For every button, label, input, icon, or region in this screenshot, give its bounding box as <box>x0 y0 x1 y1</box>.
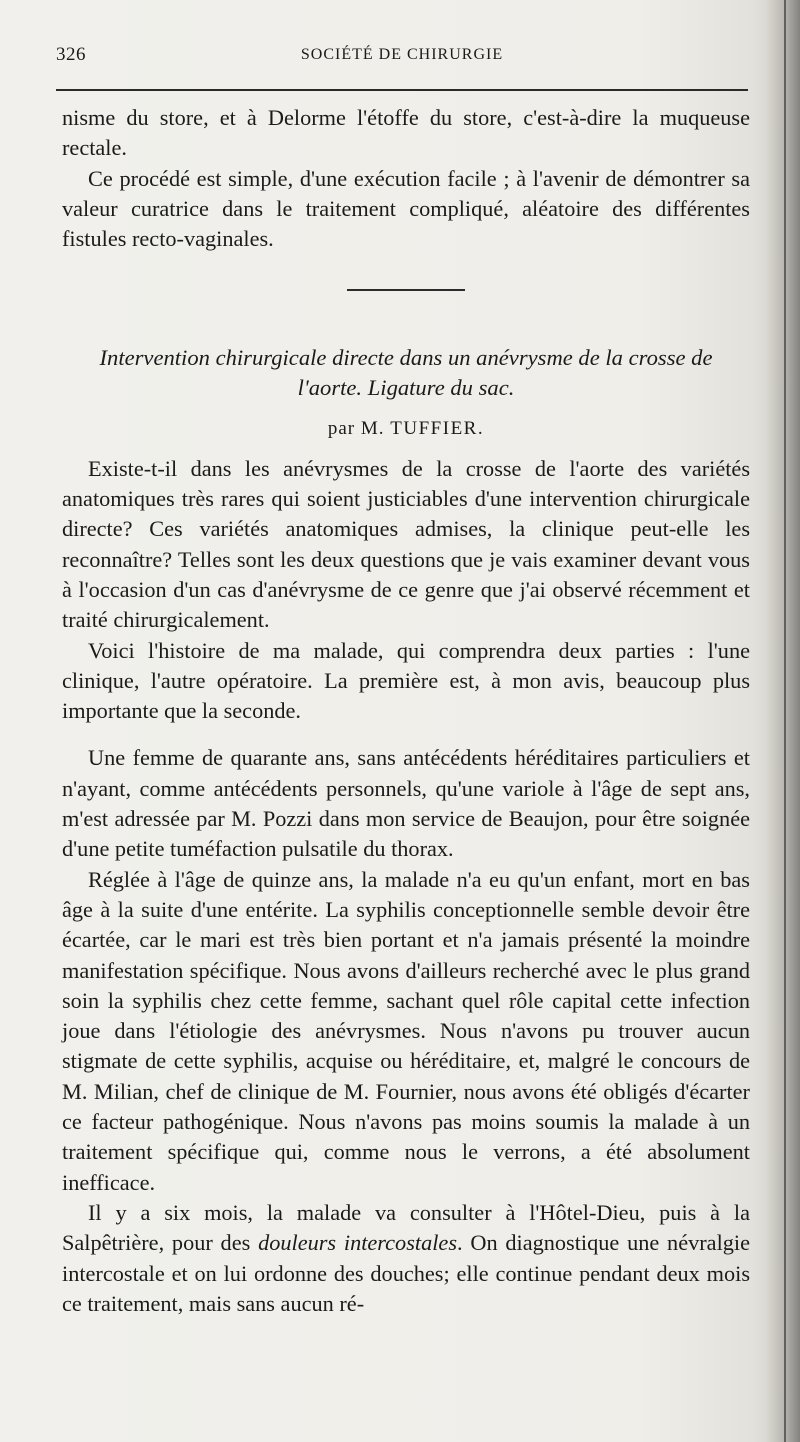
author-name: TUFFIER. <box>390 418 485 440</box>
consultation-italic: douleurs intercostales <box>258 1230 457 1256</box>
page-body <box>62 103 750 1319</box>
article-author <box>62 414 750 444</box>
paragraph-procedure: Ce procédé est simple, d'une exécution facile ; à l'avenir de démontrer sa valeur curatrice dans le traitement compliqué, aléatoire des différentes fistules recto-vaginales. <box>62 165 750 252</box>
paragraph-patient: Une femme de quarante ans, sans antécédents héréditaires particuliers et n'ayant, comme antécédents personnels, qu'une variole à l'âge de sept ans, m'est adressée par M. Pozzi dans mon service de Beaujon, pour être soignée d'une petite tuméfaction pulsatile du thorax. <box>62 745 750 862</box>
paragraph-continuation: nisme du store, et à Delorme l'étoffe du store, c'est-à-dire la muqueuse rectale. <box>62 105 750 161</box>
section-divider <box>347 289 465 291</box>
consultation-text-start: Il y a six mois, la malade va consulter à l'Hôtel-Dieu, puis à la Salpêtrière, pour des <box>62 1199 750 1256</box>
spine-shadow <box>766 0 800 1442</box>
paragraph-history-intro: Voici l'histoire de ma malade, qui comprendra deux parties : l'une clinique, l'autre opératoire. La première est, à mon avis, beaucoup plus importante que la seconde. <box>62 637 750 724</box>
paragraph-syphilis: Réglée à l'âge de quinze ans, la malade n'a eu qu'un enfant, mort en bas âge à la suite d'une entérite. La syphilis conceptionnelle semble devoir être écartée, car le mari est très bien portant et n'a jamais présenté la moindre manifestation spécifique. Nous avons d'ailleurs recherché avec le plus grand soin la syphilis chez cette femme, sachant quel rôle capital cette infection joue dans l'étiologie des anévrysmes. Nous n'avons pu trouver aucun stigmate de cette syphilis, acquise ou héréditaire, et, malgré le concours de M. Milian, chef de clinique de M. Fournier, nous avons été obligés d'écarter ce facteur pathogénique. Nous n'avons pas moins soumis la malade à un traitement spécifique qui, comme nous le verrons, a été absolument inefficace. <box>62 866 750 1195</box>
page-header <box>56 44 748 78</box>
author-prefix: par M. <box>327 418 385 440</box>
consultation-text-end: . On diagnostique une névralgie intercostale et on lui ordonne des douches; elle continue pendant deux mois ce traitement, mais sans aucun ré- <box>62 1230 750 1316</box>
article-title: Intervention chirurgicale directe dans un anévrysme de la crosse de l'aorte. Ligature du sac. <box>99 345 713 401</box>
paragraph-questions: Existe-t-il dans les anévrysmes de la crosse de l'aorte des variétés anatomiques très rares qui soient justiciables d'une intervention chirurgicale directe? Ces variétés anatomiques admises, la clinique peut-elle les reconnaître? Telles sont les deux questions que je vais examiner devant vous à l'occasion d'un cas d'anévrysme de ce genre que j'ai observé récemment et traité chirurgicalement. <box>62 455 750 633</box>
paragraph-consultation <box>62 1198 750 1319</box>
running-title: SOCIÉTÉ DE CHIRURGIE <box>300 46 504 63</box>
page-number: 326 <box>56 44 86 65</box>
spine-edge <box>784 0 786 1442</box>
header-rule <box>56 89 748 91</box>
